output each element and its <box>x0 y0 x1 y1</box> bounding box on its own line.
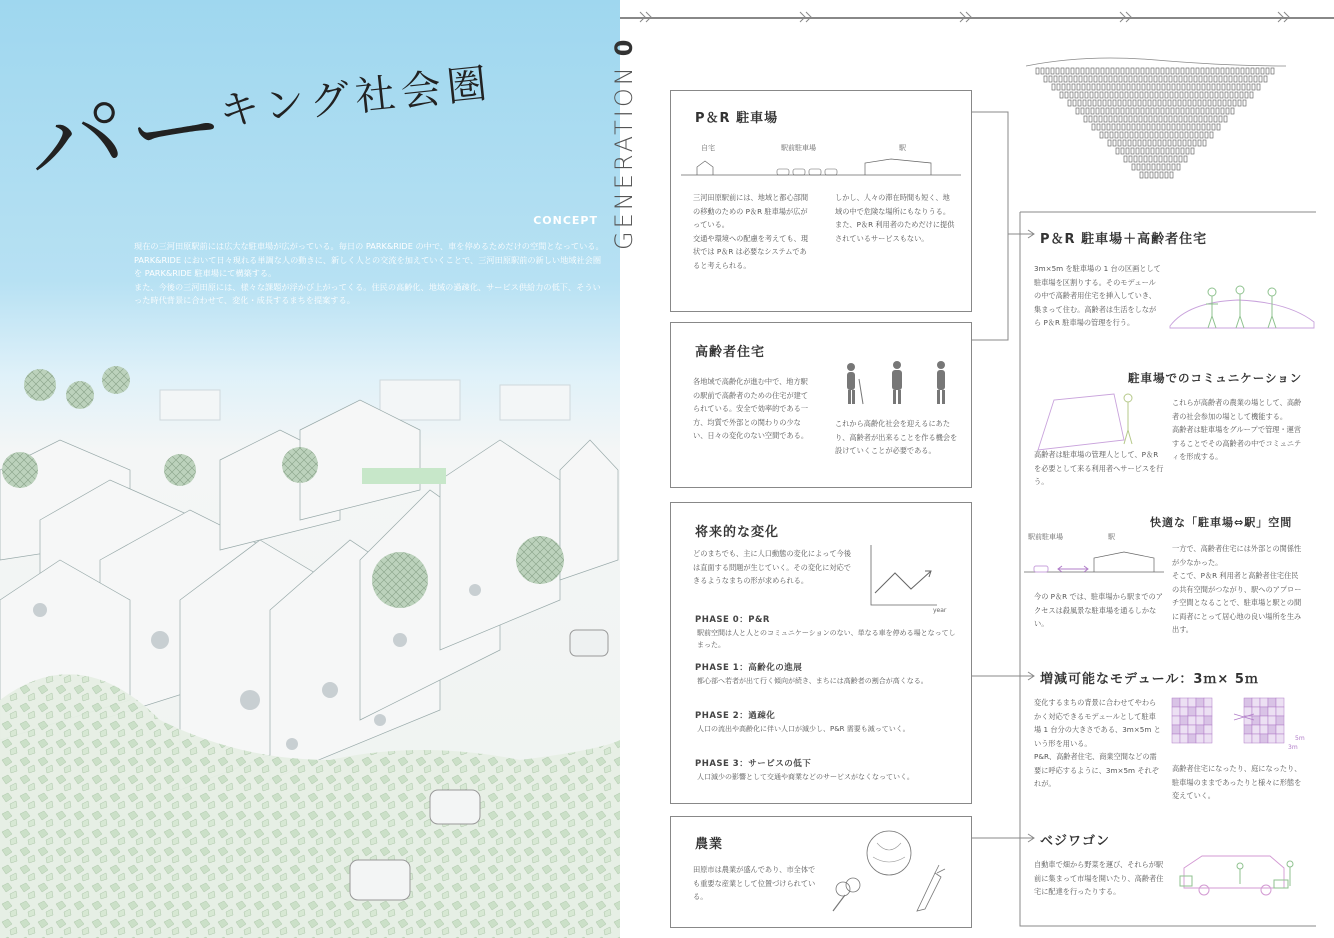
label-parking: 駅前駐車場 <box>781 144 816 152</box>
title-large: パー <box>23 69 235 203</box>
text-line: 田原市は農業が盛んであり、市全体でも重要な産業として位置づけられている。 <box>693 865 816 901</box>
text-line: 変化するまちの背景に合わせてやわらかく対応できるモデュールとして駐車場 1 台分の大きさである、3m×5m という形を用いる。 <box>1034 698 1161 748</box>
concept-paragraph: PARK&RIDE において日々現れる単調な人の動きに、新しく人との交流を加えていくことで、三河田原駅前の新しい地域社会圏を PARK&RIDE 駐車場にて構築する。 <box>134 254 602 278</box>
phase-heading: PHASE 2：過疎化 <box>695 711 776 721</box>
comfort-title: 快適な「駐車場⇔駅」空間 <box>1150 516 1293 529</box>
module-text-right <box>1172 762 1302 803</box>
text-line: 各地域で高齢化が進む中で、地方駅の駅前で高齢者のための住宅が建てられている。安全で効率的である一方、均質で外部との関わりの少ない、日々の変化のない空間である。 <box>693 377 809 440</box>
graph-axis-label: year <box>933 607 947 614</box>
label-station: 駅 <box>1108 533 1115 541</box>
text-line: そこで、P＆R 利用者と高齢者住宅住民の共有空間がつながり、駅へのアプローチ空間となることで、駐車場と駅との間に両者にとって居心地の良い場所を生み出す。 <box>1172 571 1302 634</box>
label-home: 自宅 <box>701 144 715 152</box>
text-line: 高齢者は駐車場をグループで管理・運営することでその高齢者の中でコミュニティを形成する。 <box>1172 425 1302 461</box>
vegiwagon-text <box>1034 858 1166 899</box>
farming-panel <box>670 816 972 928</box>
module-text-left <box>1034 696 1162 791</box>
elderly-housing-title: 高齢者住宅 <box>695 345 766 360</box>
comfort-text-right <box>1172 542 1302 637</box>
text-line: 3m×5m を駐車場の 1 台の区画として駐車場を区割りする。そのモデュールの中で高齢者用住宅を挿入していき、集まって住む。高齢者は生活をしながら P＆R 駐車場の管理を行う。 <box>1034 264 1161 327</box>
module-title: 増減可能なモデュール：3ｍ× 5ｍ <box>1040 672 1259 687</box>
concept-paragraph: 現在の三河田原駅前には広大な駐車場が広がっている。毎日の PARK&RIDE の中で、車を停めるためだけの空間となっている。 <box>134 241 604 251</box>
left-page <box>0 0 620 938</box>
phase-text: 人口減少の影響として交通や商業などのサービスがなくなっていく。 <box>697 773 914 781</box>
pr-elderly-text <box>1034 262 1162 330</box>
text-line: 交通や環境への配慮を考えても、現状では P＆R は必要なシステムであると考えられる。 <box>693 233 809 270</box>
concept-body <box>134 240 604 308</box>
phase-heading: PHASE 0：P&R <box>695 615 770 625</box>
elderly-figures-illustration <box>837 359 957 409</box>
future-change-text <box>693 547 853 588</box>
generation-label <box>610 37 638 250</box>
text-line: これから高齢化社会を迎えるにあたり、高齢者が出来ることを作る機会を設けていくことが必要である。 <box>835 419 958 455</box>
pr-parking-title: P＆R 駐車場 <box>695 111 779 126</box>
pr-parking-text-left <box>693 191 813 272</box>
elderly-text-left <box>693 375 813 443</box>
text-line: また、P＆R 利用者のためだけに提供されているサービスもない。 <box>835 220 955 243</box>
communication-text-left <box>1034 448 1164 489</box>
dimension-3m: 3m <box>1288 744 1298 751</box>
communication-title: 駐車場でのコミュニケーション <box>1128 371 1303 385</box>
text-line: P&R、高齢者住宅、商業空間などの需要に呼応するように、3m×5m それぞれが。 <box>1034 752 1159 788</box>
trend-graph <box>869 543 939 609</box>
phase-heading: PHASE 1：高齢化の進展 <box>695 663 803 673</box>
pr-elderly-title: P＆R 駐車場＋高齢者住宅 <box>1040 232 1208 247</box>
phase-text: 都心部へ若者が出て行く傾向が続き、まちには高齢者の割合が高くなる。 <box>697 677 928 685</box>
phase-text: 人口の流出や高齢化に伴い人口が減少し、P&R 需要も減っていく。 <box>697 725 910 733</box>
title-small: キング社会圏 <box>216 60 496 136</box>
text-line: 自動車で畑から野菜を運び、それらが駅前に集まって市場を開いたり、高齢者住宅に配達を行ったりする。 <box>1034 860 1164 896</box>
text-line: 三河田原駅前には、地域と都心部間の移動のための P＆R 駐車場が広がっている。 <box>693 193 809 229</box>
text-line: しかし、人々の滞在時間も短く、地域の中で危険な場所にもなりうる。 <box>835 193 951 216</box>
phase-text: 駅前空間は人と人とのコミュニケーションのない、単なる車を停める場となってしまった。 <box>697 629 956 649</box>
communication-illustration <box>1034 390 1138 456</box>
label-parking: 駅前駐車場 <box>1028 533 1063 541</box>
text-line: 高齢者住宅になったり、庭になったり、駐車場のままであったりと様々に形態を変えていく。 <box>1172 764 1302 800</box>
parking-grid-diagram <box>1026 46 1286 186</box>
text-line: 高齢者は駐車場の管理人として、P＆R を必要として来る利用者へサービスを行う。 <box>1034 450 1164 486</box>
concept-heading: CONCEPT <box>533 214 598 227</box>
label-station: 駅 <box>899 144 906 152</box>
elderly-housing-panel <box>670 322 972 488</box>
concept-paragraph: また、今後の三河田原には、様々な課題が浮かび上がってくる。住民の高齢化、地域の過疎化、サービス供給力の低下、そういった時代背景に合わせて、変化・成長するまちを提案する。 <box>134 281 601 305</box>
text-line: 一方で、高齢者住宅には外部との関係性が少なかった。 <box>1172 544 1302 567</box>
vegetables-illustration <box>827 823 957 919</box>
communication-text-right <box>1172 396 1302 464</box>
farming-text <box>693 863 817 904</box>
generation-number: 0 <box>610 36 638 57</box>
pr-parking-text-right <box>835 191 955 245</box>
generation-text: GENERATION <box>610 64 638 250</box>
dimension-5m: 5m <box>1295 735 1305 742</box>
vegiwagon-title: ベジワゴン <box>1040 834 1111 849</box>
farming-title: 農業 <box>695 837 724 852</box>
pr-parking-panel <box>670 90 972 312</box>
comfort-section-diagram <box>1024 542 1164 582</box>
elderly-text-right <box>835 417 959 458</box>
pr-section-diagram <box>681 153 961 183</box>
text-line: これらが高齢者の農業の場として、高齢者の社会参加の場として機能する。 <box>1172 398 1302 421</box>
text-line: どのまちでも、主に人口動態の変化によって今後は直面する問題が生じていく。その変化に対応できるようなまちの形が求められる。 <box>693 549 852 585</box>
phase-heading: PHASE 3：サービスの低下 <box>695 759 812 769</box>
comfort-text-left <box>1034 590 1164 631</box>
future-change-panel <box>670 502 972 804</box>
text-line: 今の P＆R では、駐車場から駅までのアクセスは殺風景な駐車場を通るしかない。 <box>1034 592 1163 628</box>
vegiwagon-illustration <box>1178 848 1302 898</box>
car-and-people-illustration <box>1168 282 1316 342</box>
future-change-title: 将来的な変化 <box>695 525 780 540</box>
